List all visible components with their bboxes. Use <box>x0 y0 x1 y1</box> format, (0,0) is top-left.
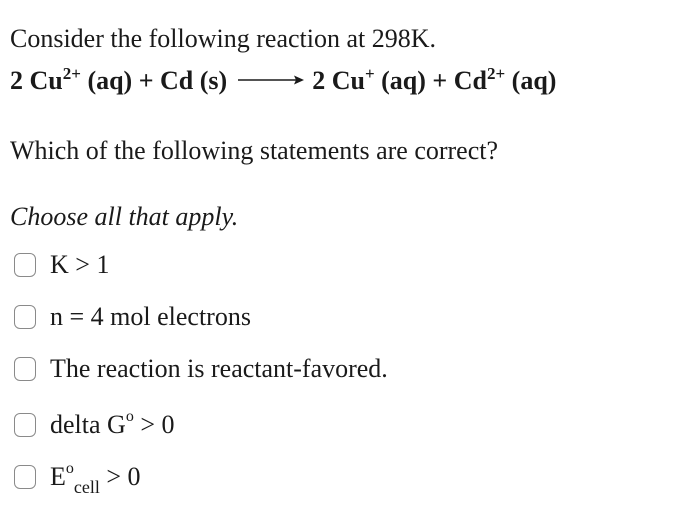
option-4-label: delta $G^o > 0$ <box>50 408 175 439</box>
option-5-label: $E^o_{cell} > 0$ <box>50 460 141 497</box>
reactant-copper-ion: 2 Cu <box>10 66 63 95</box>
checkbox-option-2[interactable] <box>14 305 36 329</box>
option-n-electrons[interactable] <box>14 302 251 332</box>
option-2-label: n = 4 mol electrons <box>50 302 251 331</box>
option-1-label: K > 1 <box>50 250 110 279</box>
cadmium-ion-charge: 2+ <box>486 64 506 83</box>
option-3-label: The reaction is reactant-favored. <box>50 354 388 383</box>
product-copper-ion: 2 Cu <box>312 66 365 95</box>
option-reactant-favored[interactable] <box>14 354 388 384</box>
option-k-greater-than-1[interactable] <box>14 250 109 280</box>
question-intro: Consider the following reaction at 298K. <box>10 24 437 53</box>
checkbox-option-1[interactable] <box>14 253 36 277</box>
product-cadmium: (aq) + Cd <box>374 66 487 95</box>
checkbox-option-4[interactable] <box>14 413 36 437</box>
checkbox-option-5[interactable] <box>14 465 36 489</box>
question-prompt: Which of the following statements are correct? <box>10 136 499 165</box>
product-cadmium-state: (aq) <box>505 66 557 95</box>
reactant-cadmium: (aq) + Cd (s) <box>80 66 228 95</box>
option-e-cell[interactable] <box>14 460 141 497</box>
reaction-arrow-icon <box>238 73 304 87</box>
copper-ion-charge: 2+ <box>62 64 81 83</box>
choose-all-instruction: Choose all that apply. <box>10 202 239 231</box>
checkbox-option-3[interactable] <box>14 357 36 381</box>
product-copper-charge: + <box>364 64 375 83</box>
option-delta-g[interactable] <box>14 410 174 440</box>
reaction-equation <box>10 66 556 96</box>
